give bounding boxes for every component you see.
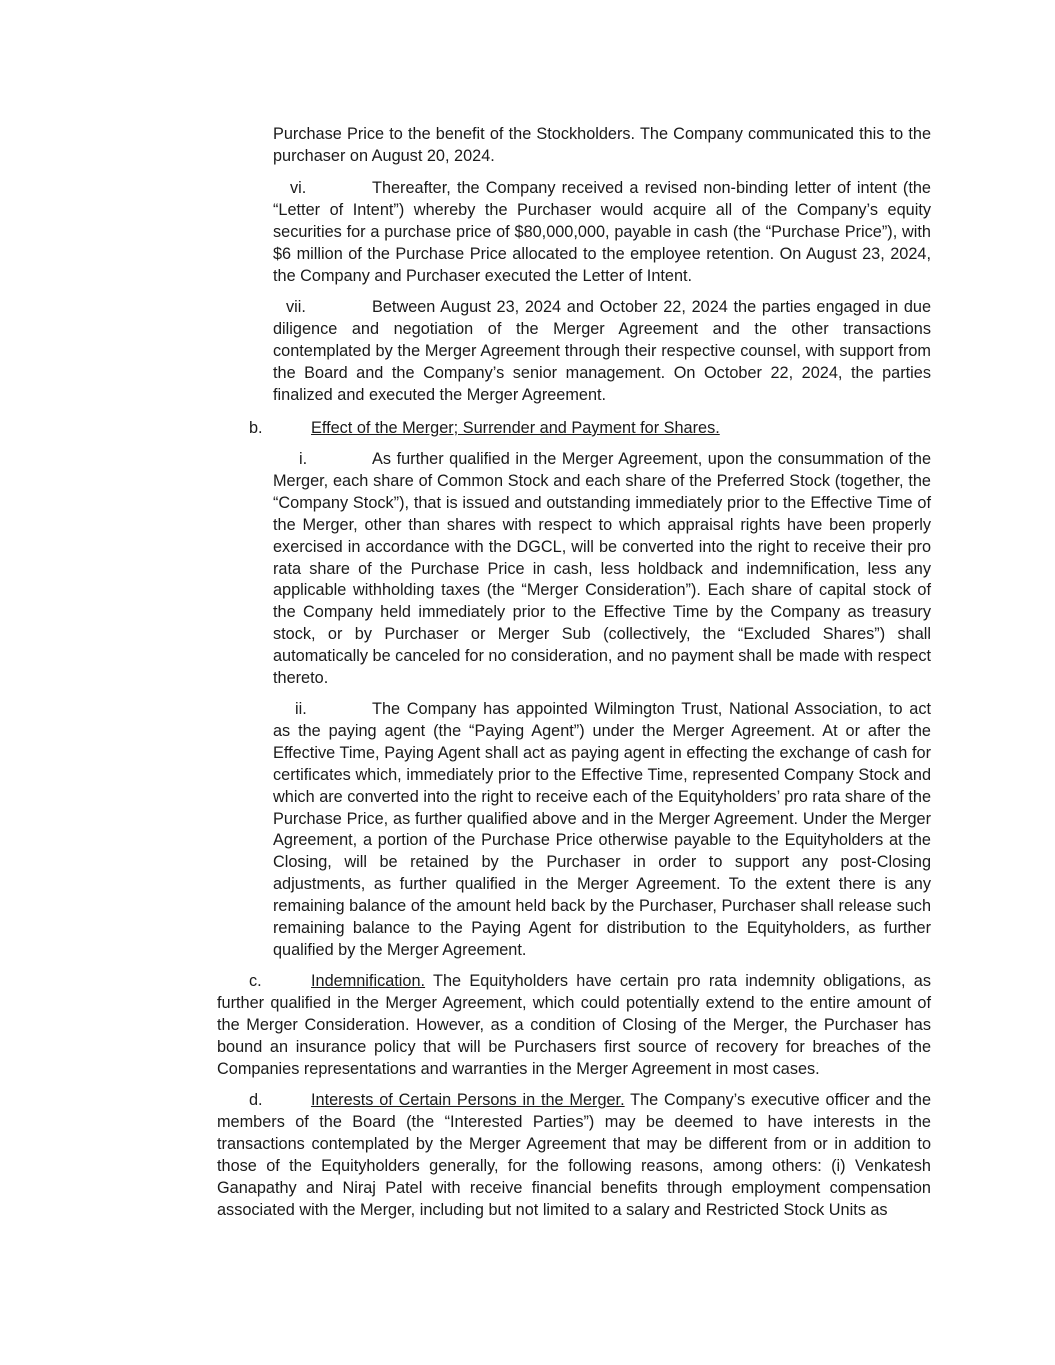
item-i-text: As further qualified in the Merger Agreement, upon the consummation of the Merger, each share of Common Stock and each share of the Preferred Stock (together, the “Company Stock”), that is issued and outstanding immediately prior to the Effective Time of the Merger, other than shares with respect to which appraisal rights have been properly exercised in accordance with the DGCL, will be converted into the right to receive their pro rata share of the Purchase Price in cash, less holdback and indemnification, less any applicable withholding taxes (the “Merger Consideration”). Each share of capital stock of the Company held immediately prior to the Effective Time by the Company as treasury stock, or by Purchaser or Merger Sub (collectively, the “Excluded Shares”) shall automatically be canceled for no consideration, and no payment shall be made with respect thereto. bbox=[273, 450, 931, 688]
intro-text: Purchase Price to the benefit of the Stockholders. The Company communicated this to the purchaser on August 20, 2024. bbox=[273, 125, 931, 165]
section-c bbox=[217, 971, 931, 1081]
section-c-text: The Equityholders have certain pro rata indemnity obligations, as further qualified in the Merger Agreement, which could potentially extend to the entire amount of the Merger Consideration. However, as a condition of Closing of the Merger, the Purchaser has bound an insurance policy that will be Purchasers first source of recovery for breaches of the Companies representations and warranties in the Merger Agreement in most cases. bbox=[217, 972, 931, 1078]
item-ii bbox=[273, 699, 931, 962]
section-d-label: d. bbox=[249, 1091, 263, 1109]
item-vi bbox=[273, 178, 931, 288]
item-i-marker: i. bbox=[299, 450, 308, 468]
section-c-title: Indemnification. bbox=[311, 972, 426, 990]
section-b-title: Effect of the Merger; Surrender and Payment for Shares. bbox=[311, 419, 720, 437]
item-vii-marker: vii. bbox=[286, 298, 306, 316]
section-b-label: b. bbox=[249, 419, 263, 437]
item-ii-marker: ii. bbox=[295, 700, 307, 718]
item-vii-text: Between August 23, 2024 and October 22, 2024 the parties engaged in due diligence and negotiation of the Merger Agreement and the other transactions contemplated by the Merger Agreement through their respective counsel, with support from the Board and the Company’s senior management. On October 22, 2024, the parties finalized and executed the Merger Agreement. bbox=[273, 298, 931, 404]
section-d-title: Interests of Certain Persons in the Merger. bbox=[311, 1091, 625, 1109]
item-vi-text: Thereafter, the Company received a revised non-binding letter of intent (the “Letter of Intent”) whereby the Purchaser would acquire all of the Company’s equity securities for a purchase price of $80,000,000, payable in cash (the “Purchase Price”), with $6 million of the Purchase Price allocated to the employee retention. On August 23, 2024, the Company and Purchaser executed the Letter of Intent. bbox=[273, 179, 931, 285]
item-i bbox=[273, 449, 931, 690]
item-ii-text: The Company has appointed Wilmington Trust, National Association, to act as the paying agent (the “Paying Agent”) under the Merger Agreement. At or after the Effective Time, Paying Agent shall act as paying agent in effecting the exchange of cash for certificates which, immediately prior to the Effective Time, represented Company Stock and which are converted into the right to receive each of the Equityholders’ pro rata share of the Purchase Price, as further qualified above and in the Merger Agreement. Under the Merger Agreement, a portion of the Purchase Price otherwise payable to the Equityholders at the Closing, will be retained by the Purchaser in order to support any post-Closing adjustments, as further qualified in the Merger Agreement. To the extent there is any remaining balance of the amount held back by the Purchaser, Purchaser shall release such remaining balance to the Paying Agent for distribution to the Equityholders, as further qualified by the Merger Agreement. bbox=[273, 700, 931, 959]
intro-paragraph bbox=[273, 124, 931, 168]
section-d-text: The Company’s executive officer and the members of the Board (the “Interested Parties”) may be deemed to have interests in the transactions contemplated by the Merger Agreement that may be different from or in addition to those of the Equityholders generally, for the following reasons, among others: (i) Venkatesh Ganapathy and Niraj Patel with receive financial benefits through employment compensation associated with the Merger, including but not limited to a salary and Restricted Stock Units as bbox=[217, 1091, 932, 1219]
section-c-label: c. bbox=[249, 972, 262, 990]
section-b-heading bbox=[217, 418, 931, 440]
section-d bbox=[217, 1090, 931, 1221]
item-vi-marker: vi. bbox=[290, 179, 307, 197]
item-vii bbox=[273, 297, 931, 407]
